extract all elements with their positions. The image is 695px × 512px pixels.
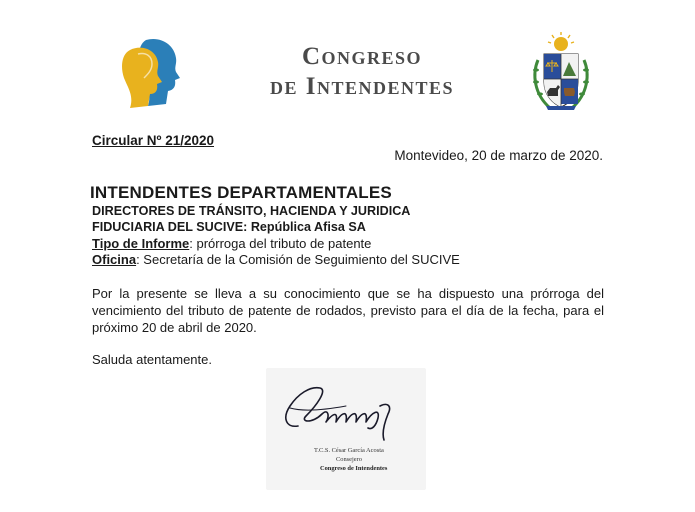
- uruguay-coat-of-arms-icon: [530, 30, 592, 114]
- signatory-role: Consejero: [336, 456, 362, 463]
- letter-date: Montevideo, 20 de marzo de 2020.: [394, 148, 603, 163]
- recipients-line-1: DIRECTORES DE TRÁNSITO, HACIENDA Y JURIDICA: [92, 204, 411, 218]
- body-paragraph: Por la presente se lleva a su conocimiento que se ha dispuesto una prórroga del vencimiento del tributo de patente de rodados, previsto para el día de la fecha, para el próximo 20 de abril de 2020.: [92, 286, 604, 335]
- signatory-name: T.C.S. César García Acosta: [314, 447, 384, 454]
- organization-name: [212, 42, 512, 102]
- office-label: Oficina: [92, 252, 137, 267]
- office-value: : Secretaría de la Comisión de Seguimiento del SUCIVE: [136, 252, 460, 267]
- handwritten-signature: [276, 376, 418, 446]
- signatory-organization: Congreso de Intendentes: [320, 465, 388, 472]
- report-type-value: : prórroga del tributo de patente: [189, 236, 372, 251]
- profile-faces-logo-icon: [116, 34, 182, 110]
- recipients-title: INTENDENTES DEPARTAMENTALES: [90, 183, 392, 202]
- circular-number: Circular Nº 21/2020: [92, 133, 215, 148]
- org-name-line-2: de Intendentes: [269, 73, 455, 100]
- org-name-line-1: Congreso: [301, 43, 423, 70]
- sun-icon: [548, 32, 574, 51]
- report-type-row: [92, 236, 371, 251]
- office-row: [92, 252, 460, 267]
- closing-greeting: Saluda atentamente.: [92, 352, 212, 367]
- report-type-label: Tipo de Informe: [92, 236, 190, 251]
- recipients-line-2: FIDUCIARIA DEL SUCIVE: República Afisa SA: [92, 220, 366, 234]
- signature-block: [266, 368, 426, 490]
